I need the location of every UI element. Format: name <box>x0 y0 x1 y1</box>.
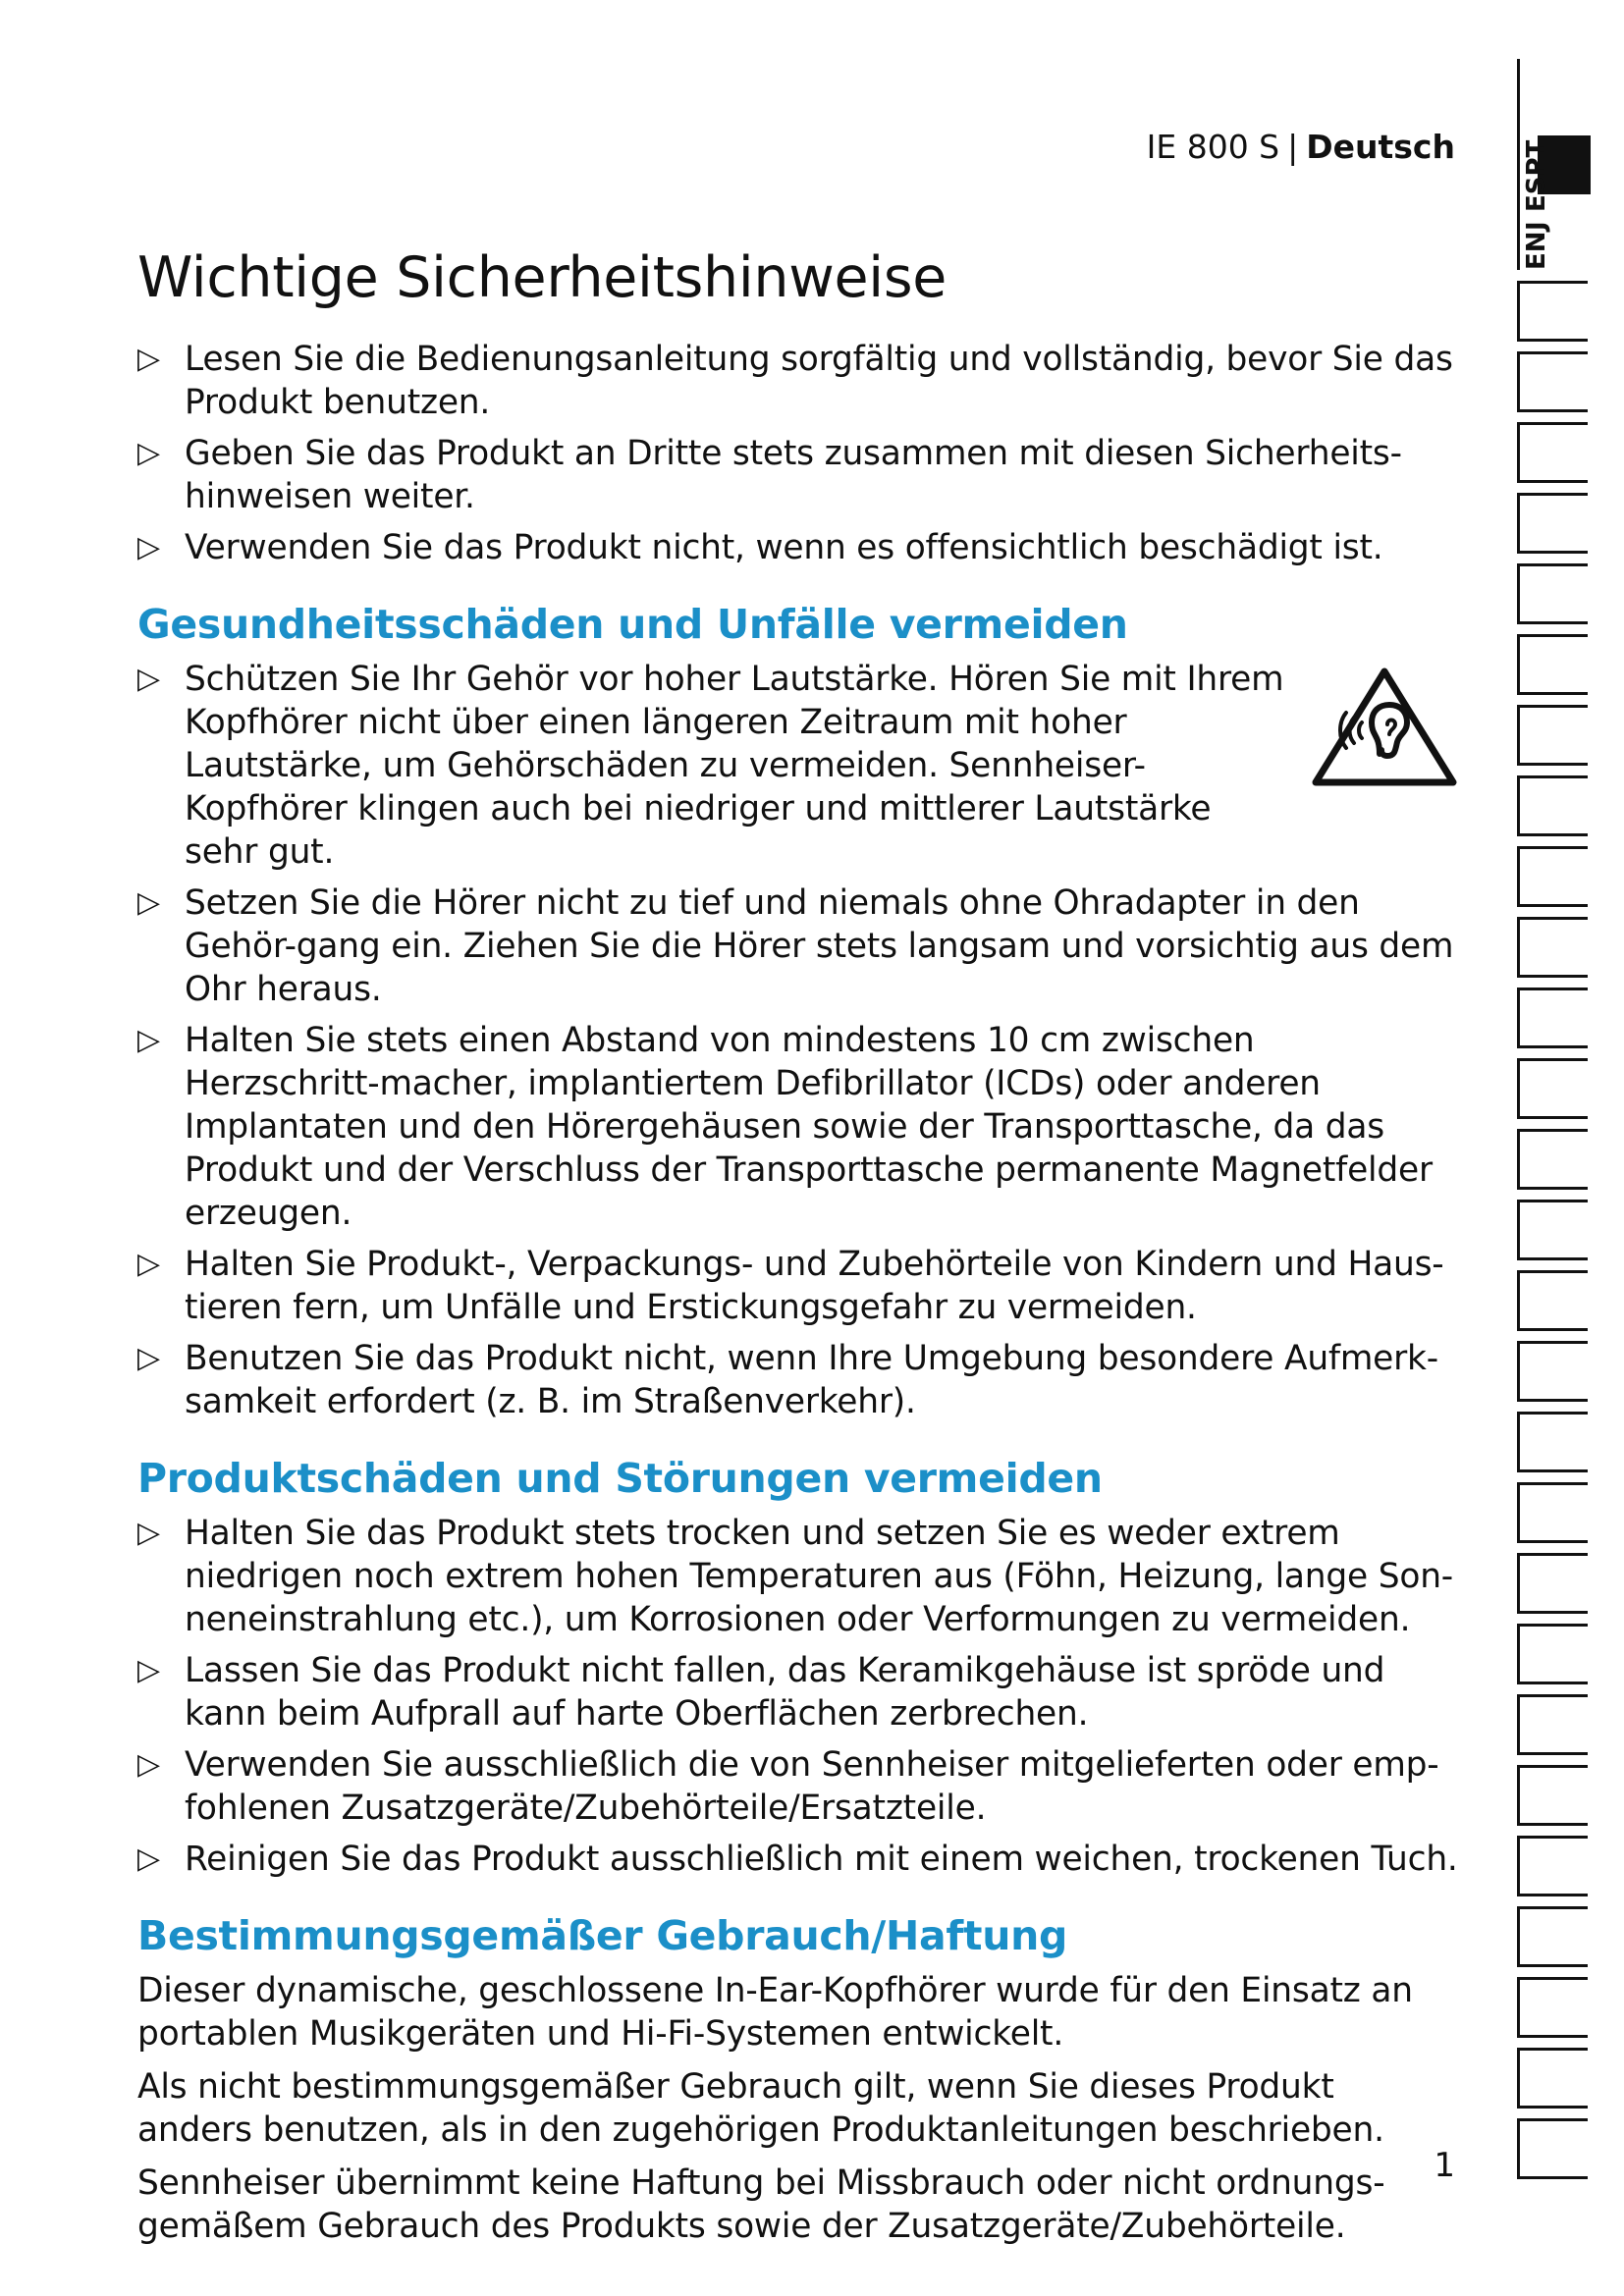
language-tab[interactable] <box>1517 1200 1588 1260</box>
bullet-triangle-icon: ▷ <box>137 1842 160 1876</box>
bullet-triangle-icon: ▷ <box>137 1516 160 1550</box>
bullet-triangle-icon: ▷ <box>137 436 160 470</box>
tab-label-j: J <box>1522 221 1551 232</box>
tab-label-espt: ESPT <box>1522 139 1551 212</box>
language-tab[interactable] <box>1517 1341 1588 1402</box>
bullet-triangle-icon: ▷ <box>137 1653 160 1687</box>
language-tab[interactable] <box>1517 281 1588 342</box>
language-tab[interactable] <box>1517 1412 1588 1472</box>
language-tab-active[interactable] <box>1517 59 1588 270</box>
health-list <box>137 658 1458 1423</box>
list-item: ▷ Verwenden Sie ausschließlich die von Sennheiser mitgelieferten oder emp-fohlenen Zusatzgeräte/Zubehörteile/Ersatzteile. <box>137 1745 1439 1828</box>
tab-label-en: EN <box>1522 231 1551 270</box>
bullet-triangle-icon: ▷ <box>137 1023 160 1057</box>
bullet-triangle-icon: ▷ <box>137 342 160 376</box>
language-tab[interactable] <box>1517 1977 1588 2038</box>
bullet-triangle-icon: ▷ <box>137 662 160 696</box>
tab-label-active <box>1524 69 1589 270</box>
language-tab[interactable] <box>1517 1129 1588 1190</box>
page-title: Wichtige Sicherheitshinweise <box>137 245 947 310</box>
list-item: ▷ Geben Sie das Produkt an Dritte stets zusammen mit diesen Sicherheits-hinweisen weiter. <box>137 434 1402 516</box>
paragraph: Als nicht bestimmungsgemäßer Gebrauch gilt, wenn Sie dieses Produkt anders benutzen, als in den zugehörigen Produktanleitungen beschrieben. <box>137 2067 1384 2150</box>
language-tab[interactable] <box>1517 1482 1588 1543</box>
section-heading-use: Bestimmungsgemäßer Gebrauch/Haftung <box>137 1912 1068 1959</box>
list-item: ▷ Lassen Sie das Produkt nicht fallen, das Keramikgehäuse ist spröde und kann beim Aufprall auf harte Oberflächen zerbrechen. <box>137 1651 1385 1734</box>
language-tab[interactable] <box>1517 422 1588 483</box>
bullet-triangle-icon: ▷ <box>137 1341 160 1375</box>
intro-list <box>137 338 1458 569</box>
language-tab[interactable] <box>1517 1624 1588 1684</box>
language-tab[interactable] <box>1517 1765 1588 1826</box>
language-tab[interactable] <box>1517 1553 1588 1614</box>
bullet-triangle-icon: ▷ <box>137 1747 160 1782</box>
section-heading-product: Produktschäden und Störungen vermeiden <box>137 1455 1103 1502</box>
language-tabs <box>1517 59 1588 2199</box>
language-tab[interactable] <box>1517 775 1588 836</box>
section-heading-health: Gesundheitsschäden und Unfälle vermeiden <box>137 601 1128 648</box>
list-item: ▷ Verwenden Sie das Produkt nicht, wenn es offensichtlich beschädigt ist. <box>137 528 1383 567</box>
paragraph: Sennheiser übernimmt keine Haftung bei Missbrauch oder nicht ordnungs-gemäßem Gebrauch des Produkts sowie der Zusatzgeräte/Zubehörteile. <box>137 2163 1385 2246</box>
page-number: 1 <box>1434 2146 1455 2185</box>
language-tab[interactable] <box>1517 846 1588 907</box>
language-tab[interactable] <box>1517 1694 1588 1755</box>
list-item: ▷ Halten Sie Produkt-, Verpackungs- und Zubehörteile von Kindern und Haus-tieren fern, um Unfälle und Erstickungsgefahr zu vermeiden. <box>137 1245 1444 1327</box>
bullet-triangle-icon: ▷ <box>137 530 160 564</box>
language-tab[interactable] <box>1517 563 1588 624</box>
language-tab[interactable] <box>1517 917 1588 978</box>
page-header <box>1147 128 1455 167</box>
language-tab[interactable] <box>1517 2118 1588 2179</box>
header-product: IE 800 S <box>1146 128 1280 166</box>
list-item: ▷ Lesen Sie die Bedienungsanleitung sorgfältig und vollständig, bevor Sie das Produkt benutzen. <box>137 340 1453 422</box>
list-item: ▷ Setzen Sie die Hörer nicht zu tief und niemals ohne Ohradapter in den Gehör-gang ein. Ziehen Sie die Hörer stets langsam und vorsichtig aus dem Ohr heraus. <box>137 883 1454 1009</box>
language-tab[interactable] <box>1517 634 1588 695</box>
header-language: Deutsch <box>1306 128 1455 166</box>
language-tab[interactable] <box>1517 1906 1588 1967</box>
list-item: ▷ Halten Sie das Produkt stets trocken und setzen Sie es weder extrem niedrigen noch extrem hohen Temperaturen aus (Föhn, Heizung, lange Son-neneinstrahlung etc.), um Korrosionen oder Verformungen zu vermeiden. <box>137 1514 1454 1639</box>
language-tab[interactable] <box>1517 351 1588 412</box>
hearing-warning-icon <box>1311 666 1458 788</box>
language-tab[interactable] <box>1517 1270 1588 1331</box>
paragraph: Dieser dynamische, geschlossene In-Ear-Kopfhörer wurde für den Einsatz an portablen Musikgeräten und Hi-Fi-Systemen entwickelt. <box>137 1971 1413 2054</box>
product-list <box>137 1512 1458 1881</box>
list-item: ▷ Benutzen Sie das Produkt nicht, wenn Ihre Umgebung besondere Aufmerk-samkeit erfordert (z. B. im Straßenverkehr). <box>137 1339 1438 1421</box>
bullet-triangle-icon: ▷ <box>137 885 160 920</box>
language-tab[interactable] <box>1517 988 1588 1048</box>
list-item: ▷ Schützen Sie Ihr Gehör vor hoher Lautstärke. Hören Sie mit Ihrem Kopfhörer nicht über einen längeren Zeitraum mit hoher Lautstärke, um Gehörschäden zu vermeiden. Sennheiser-Kopfhörer klingen auch bei niedriger und mittlerer Lautstärke sehr gut. <box>137 658 1458 874</box>
language-tab[interactable] <box>1517 493 1588 554</box>
header-separator: | <box>1287 128 1299 166</box>
list-item: ▷ Halten Sie stets einen Abstand von mindestens 10 cm zwischen Herzschritt-macher, implantiertem Defibrillator (ICDs) oder anderen Implantaten und den Hörergehäusen sowie der Transporttasche, da das Produkt und der Verschluss der Transporttasche permanente Magnetfelder erzeugen. <box>137 1021 1433 1233</box>
main-content <box>137 243 1458 2258</box>
language-tab[interactable] <box>1517 1058 1588 1119</box>
language-tab[interactable] <box>1517 705 1588 766</box>
bullet-triangle-icon: ▷ <box>137 1247 160 1281</box>
list-item: ▷ Reinigen Sie das Produkt ausschließlich mit einem weichen, trockenen Tuch. <box>137 1840 1458 1879</box>
language-tab[interactable] <box>1517 2048 1588 2109</box>
language-tab[interactable] <box>1517 1836 1588 1896</box>
